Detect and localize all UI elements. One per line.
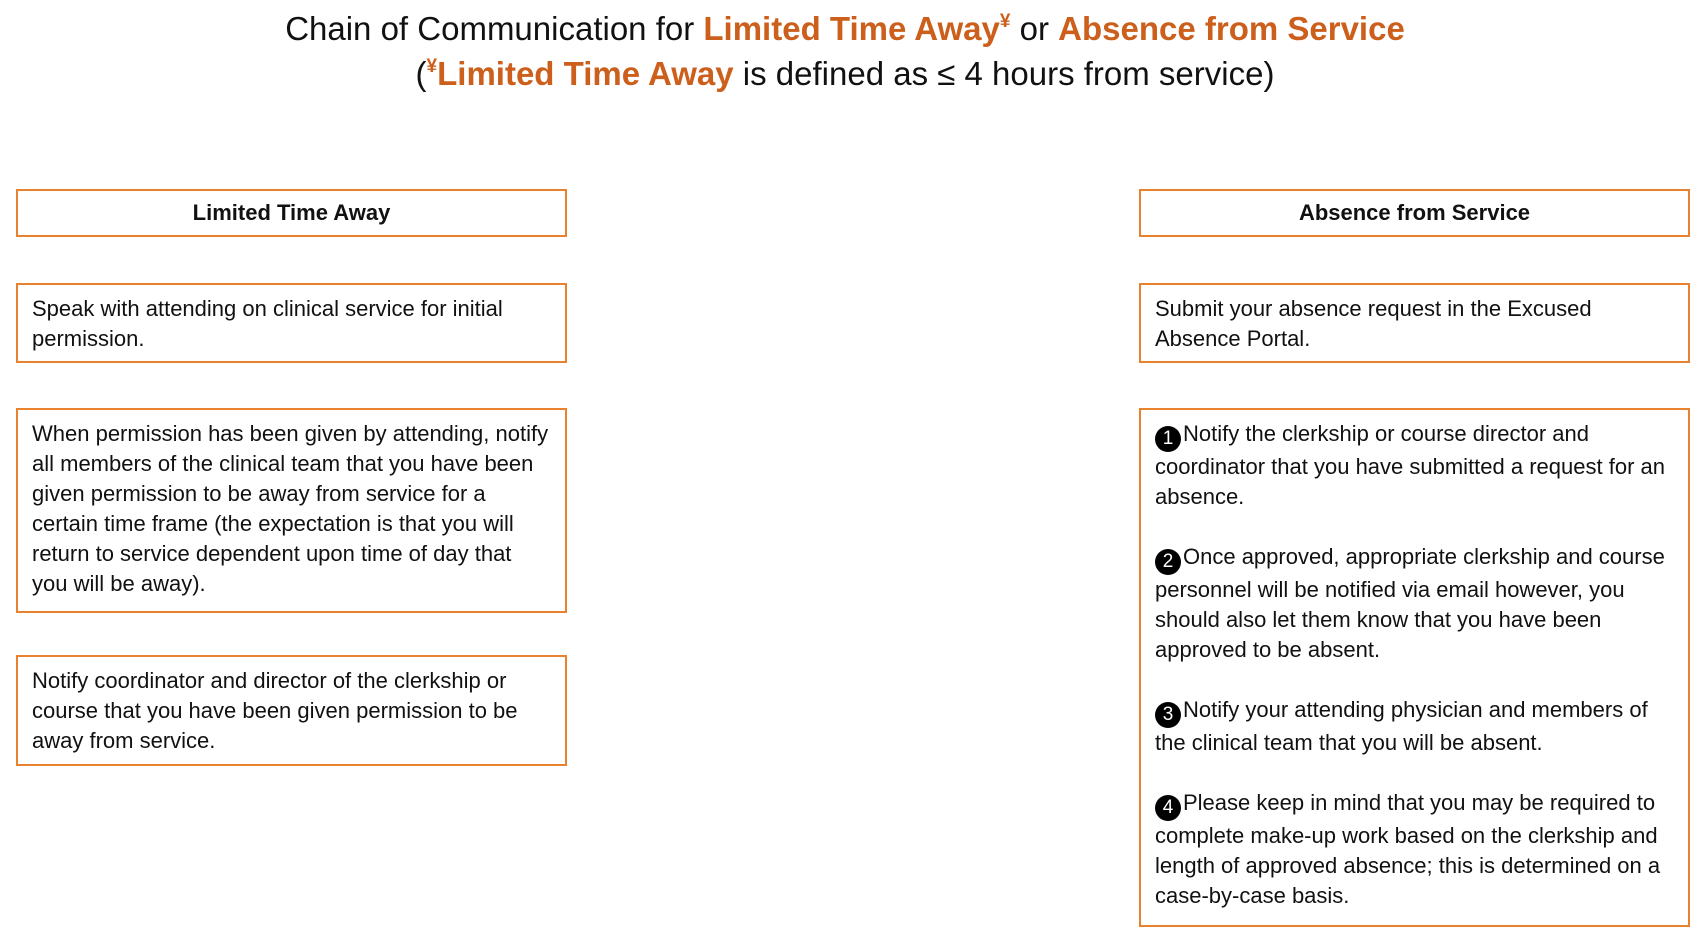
- limited-time-away-header: [16, 189, 567, 237]
- absence-step: [1155, 419, 1674, 512]
- absence-from-service-header-label: Absence from Service: [1298, 200, 1531, 225]
- number-badge-icon: 1: [1155, 426, 1181, 452]
- definition-open-paren: (: [415, 55, 427, 92]
- step-text: Speak with attending on clinical service for initial permission.: [32, 296, 503, 351]
- number-badge-icon: 3: [1155, 702, 1181, 728]
- title-highlight-absence-from-service: Absence from Service: [1058, 10, 1405, 47]
- absence-step: [1155, 788, 1674, 911]
- title-or: or: [1010, 10, 1059, 47]
- title-line-1: [0, 6, 1690, 51]
- step-text: Notify coordinator and director of the clerkship or course that you have been given permission to be away from service.: [32, 668, 518, 753]
- absence-step-text: Once approved, appropriate clerkship and course personnel will be notified via email however, you should also let them know that you have been approved to be absent.: [1155, 544, 1665, 662]
- definition-text: is defined as ≤ 4 hours from service): [733, 55, 1275, 92]
- title-prefix: Chain of Communication for: [285, 10, 704, 47]
- definition-yen-footnote-mark: ¥: [426, 56, 438, 77]
- limited-time-away-step-box: [16, 408, 567, 613]
- number-badge-icon: 4: [1155, 795, 1181, 821]
- page-title: [0, 6, 1690, 96]
- absence-step-text: Please keep in mind that you may be required to complete make-up work based on the clerkship and length of approved absence; this is determined on a case-by-case basis.: [1155, 790, 1661, 908]
- absence-steps-box: [1139, 408, 1690, 927]
- absence-step-text: Notify the clerkship or course director and coordinator that you have submitted a request for an absence.: [1155, 421, 1665, 509]
- step-text: When permission has been given by attending, notify all members of the clinical team that you have been given permission to be away from service for a certain time frame (the expectation is that you will return to service dependent upon time of day that you will be away).: [32, 421, 549, 596]
- absence-step: [1155, 695, 1674, 758]
- limited-time-away-header-label: Limited Time Away: [192, 200, 391, 225]
- definition-highlight: Limited Time Away: [437, 55, 734, 92]
- absence-from-service-header: [1139, 189, 1690, 237]
- title-highlight-limited-time-away: Limited Time Away: [703, 10, 1000, 47]
- limited-time-away-step-box: [16, 655, 567, 766]
- title-line-2: [0, 51, 1690, 96]
- absence-step: [1155, 542, 1674, 665]
- absence-submit-box: [1139, 283, 1690, 363]
- title-yen-footnote-mark: ¥: [999, 11, 1011, 32]
- limited-time-away-step-box: [16, 283, 567, 363]
- absence-step-text: Notify your attending physician and members of the clinical team that you will be absent.: [1155, 697, 1648, 755]
- submit-request-text: Submit your absence request in the Excused Absence Portal.: [1155, 296, 1592, 351]
- number-badge-icon: 2: [1155, 549, 1181, 575]
